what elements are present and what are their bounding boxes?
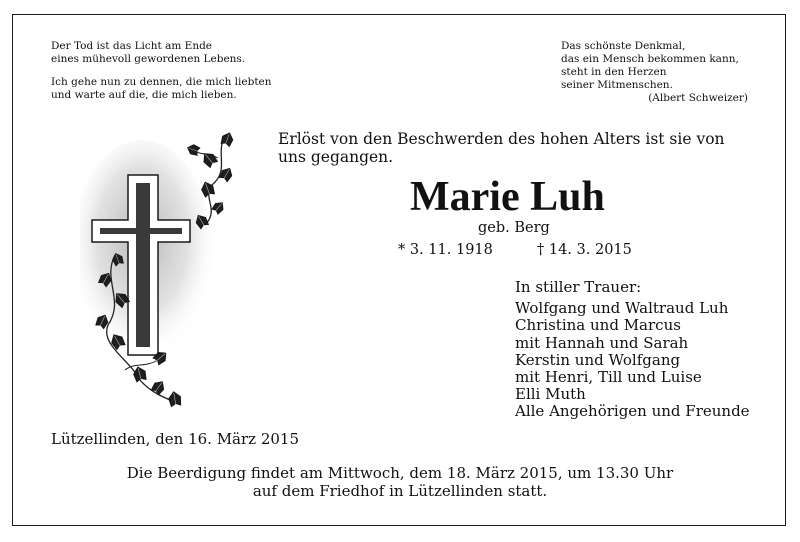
death-date: † 14. 3. 2015 [537, 242, 632, 258]
left-quote [51, 40, 272, 102]
mourner-name: Alle Angehörigen und Freunde [515, 402, 750, 421]
mourner-name: Christina und Marcus [515, 316, 681, 335]
right-quote-line-1: Das schönste Denkmal, [561, 40, 686, 52]
funeral-line-2: auf dem Friedhof in Lützellinden statt. [252, 481, 548, 500]
birth-date: * 3. 11. 1918 [398, 242, 493, 258]
funeral-info [40, 465, 760, 500]
mourner-name: Kerstin und Wolfgang [515, 350, 681, 369]
maiden-name: geb. Berg [478, 220, 550, 236]
mourners-block [515, 279, 750, 421]
place-date: Lützellinden, den 16. März 2015 [51, 430, 300, 448]
left-quote-line-1: Der Tod ist das Licht am Ende [51, 40, 213, 52]
quote-attribution: (Albert Schweizer) [648, 92, 748, 104]
mourner-name: Wolfgang und Waltraud Luh [515, 299, 729, 318]
cross-with-ivy-icon [80, 130, 240, 410]
right-quote-line-3: steht in den Herzen [561, 66, 667, 78]
mourner-name: Elli Muth [515, 385, 586, 404]
left-quote-line-2: eines mühevoll gewordenen Lebens. [51, 53, 246, 65]
left-quote-line-3: Ich gehe nun zu dennen, die mich liebten [51, 76, 272, 88]
left-quote-line-4: und warte auf die, die mich lieben. [51, 89, 237, 101]
deceased-name: Marie Luh [410, 174, 605, 220]
mourner-name: mit Henri, Till und Luise [515, 368, 702, 387]
right-quote [561, 40, 748, 105]
mourners-list [515, 300, 750, 420]
right-quote-line-4: seiner Mitmenschen. [561, 79, 673, 91]
funeral-line-1: Die Beerdigung findet am Mittwoch, dem 18. März 2015, um 13.30 Uhr [126, 464, 674, 482]
mourners-heading: In stiller Trauer: [515, 278, 642, 296]
intro-text: Erlöst von den Beschwerden des hohen Alters ist sie von uns gegangen. [278, 130, 725, 166]
mourner-name: mit Hannah und Sarah [515, 333, 689, 352]
right-quote-line-2: das ein Mensch bekommen kann, [561, 53, 739, 65]
